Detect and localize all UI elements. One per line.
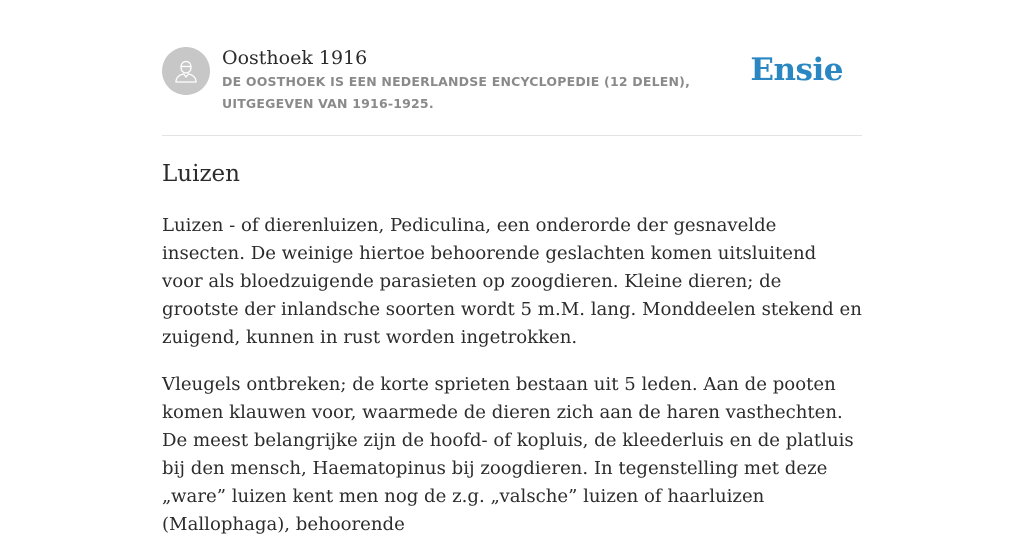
source-header — [162, 0, 862, 136]
article-body — [162, 212, 862, 558]
article-title: Luizen — [162, 161, 240, 187]
article-paragraph-1: Luizen - of dierenluizen, Pediculina, een onderorde der gesnavelde insecten. De weinige hiertoe behoorende geslachten komen uitsluitend voor als bloedzuigende parasieten op zoogdieren. Kleine dieren; de grootste der inlandsche soorten wordt 5 m.M. lang. Monddeelen stekend en zuigend, kunnen in rust worden ingetrokken. — [162, 215, 862, 348]
user-avatar-icon[interactable] — [162, 47, 210, 95]
source-description: DE OOSTHOEK IS EEN NEDERLANDSE ENCYCLOPEDIE (12 DELEN), UITGEGEVEN VAN 1916-1925. — [222, 74, 691, 111]
page — [162, 0, 862, 535]
source-title[interactable]: Oosthoek 1916 — [222, 47, 368, 69]
ensie-logo[interactable]: Ensie — [750, 52, 843, 88]
article-paragraph-2: Vleugels ontbreken; de korte sprieten bestaan uit 5 leden. Aan de pooten komen klauwen voor, waarmede de dieren zich aan de haren vasthechten. De meest belangrijke zijn de hoofd- of kopluis, de kleederluis en de platluis bij den mensch, Haematopinus bij zoogdieren. In tegenstelling met deze „ware” luizen kent men nog de z.g. „valsche” luizen of haarluizen (Mallophaga), behoorende — [162, 374, 854, 535]
